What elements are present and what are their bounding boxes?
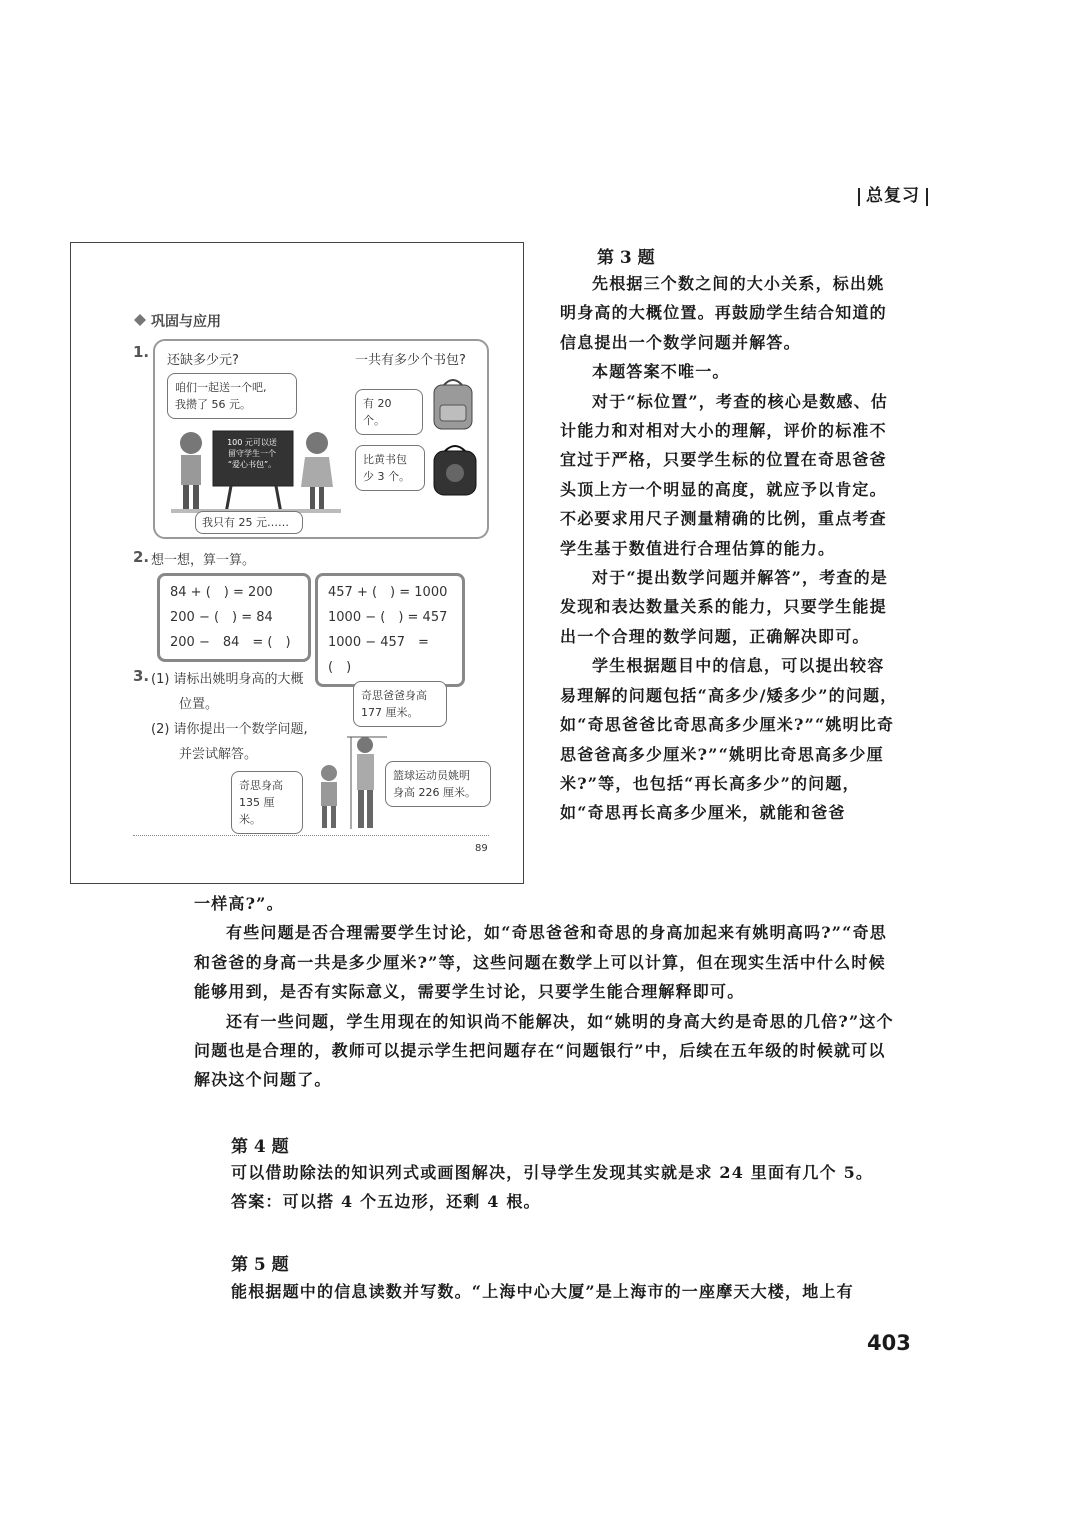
paragraph: 可以借助除法的知识列式或画图解决，引导学生发现其实就是求 24 里面有几个 5。 <box>231 1163 874 1182</box>
bubble-line: 135 厘米。 <box>239 796 275 826</box>
backpack-dark-icon <box>430 441 480 497</box>
q2-title: 想一想，算一算。 <box>151 553 256 568</box>
equation: 200 − ( ) = 84 <box>170 610 273 625</box>
paragraph: 本题答案不唯一。 <box>592 362 730 382</box>
inset-page-number: 89 <box>475 843 488 854</box>
father-and-son-illustration <box>307 731 389 833</box>
diamond-icon <box>133 313 147 327</box>
bag-bubble-less3 <box>355 445 425 491</box>
paragraph: 先根据三个数之间的大小关系，标出姚明身高的大概位置。再鼓励学生结合知道的信息提出一个数学问题并解答。 <box>560 274 887 352</box>
equation: 1000 − 457 = ( ) <box>328 635 429 675</box>
header-bar-left <box>858 188 860 206</box>
bubble-line: 篮球运动员姚明 <box>393 769 470 782</box>
speech-bubble-56 <box>167 373 297 419</box>
paragraph: 对于“提出数学问题并解答”，考查的是发现和表达数量关系的能力，只要学生能提出一个合理的数学问题，正确解决即可。 <box>560 568 889 646</box>
q1-panel <box>153 339 489 539</box>
full-width-body <box>194 889 898 1095</box>
bag-bubble-20: 有 20 个。 <box>355 389 423 435</box>
paragraph: 学生根据题目中的信息，可以提出较容易理解的问题包括“高多少/矮多少”的问题，如“奇思爸爸比奇思高多少厘米?”“姚明比奇思爸爸高多少厘米?”“姚明比奇思高多少厘米?”等，也包括“再长高多少”的问题，如“奇思再长高多少厘米，就能和爸爸 <box>560 656 898 823</box>
bubble-line: 奇思爸爸身高 <box>361 689 427 702</box>
backpack-icon <box>430 375 476 431</box>
equation: 200 − 84 = ( ) <box>170 635 291 650</box>
t5-heading: 第 5 题 <box>231 1255 289 1275</box>
section-title: 巩固与应用 <box>151 314 221 330</box>
bubble-line: 比黄书包 <box>363 453 407 466</box>
paragraph: 对于“标位置”，考查的核心是数感、估计能力和对相对大小的理解，评价的标准不宜过于严格，只要学生标的位置在奇思爸爸头顶上方一个明显的高度，就应予以肯定。不必要求用尺子测量精确的比例，重点考查学生基于数值进行合理估算的能力。 <box>560 391 889 558</box>
q3-line: 并尝试解答。 <box>179 747 258 762</box>
board-line: 留守学生一个 <box>228 449 276 458</box>
q3-line: (2) 请你提出一个数学问题, <box>151 722 308 737</box>
t4-body <box>231 1158 901 1217</box>
equation: 1000 − ( ) = 457 <box>328 610 448 625</box>
paragraph: 答案：可以搭 4 个五边形，还剩 4 根。 <box>231 1192 541 1212</box>
header-bar-right <box>926 188 928 206</box>
bubble-line: 咱们一起送一个吧, <box>175 381 267 394</box>
q1-left-title: 还缺多少元? <box>167 353 239 368</box>
q3-line: 位置。 <box>179 697 219 712</box>
header-title: 总复习 <box>866 186 920 206</box>
bubble-line: 我攒了 56 元。 <box>175 398 251 411</box>
q3-number: 3. <box>133 667 150 685</box>
t3-body <box>560 269 898 828</box>
bubble-line: 177 厘米。 <box>361 706 419 719</box>
t5-body <box>231 1277 901 1306</box>
board-text <box>215 437 289 470</box>
inset-divider <box>133 835 489 836</box>
t4-heading: 第 4 题 <box>231 1137 289 1157</box>
running-header <box>852 181 934 206</box>
q1-right-title: 一共有多少个书包? <box>355 353 466 368</box>
q3-text <box>151 667 308 767</box>
t3-heading: 第 3 题 <box>597 248 655 268</box>
q2-left-equations <box>157 573 311 662</box>
bubble-line: 奇思身高 <box>239 779 283 792</box>
paragraph: 能根据题中的信息读数并写数。“上海中心大厦”是上海市的一座摩天大楼，地上有 <box>231 1282 854 1301</box>
qisi-height-bubble <box>231 771 303 834</box>
board-line: “爱心书包”。 <box>227 460 277 469</box>
q3-line: (1) 请标出姚明身高的大概 <box>151 672 304 687</box>
speech-bubble-25: 我只有 25 元…… <box>195 511 303 534</box>
textbook-page-inset <box>70 242 524 884</box>
bubble-line: 身高 226 厘米。 <box>393 786 476 799</box>
yao-height-bubble <box>385 761 491 807</box>
equation: 84 + ( ) = 200 <box>170 585 273 600</box>
q2-number: 2. <box>133 548 150 566</box>
paragraph-continuation: 一样高?”。 <box>194 894 284 913</box>
dad-height-bubble <box>353 681 447 727</box>
bubble-line: 少 3 个。 <box>363 470 410 483</box>
equation: 457 + ( ) = 1000 <box>328 585 448 600</box>
q1-number: 1. <box>133 343 150 361</box>
paragraph: 还有一些问题，学生用现在的知识尚不能解决，如“姚明的身高大约是奇思的几倍?”这个问题也是合理的，教师可以提示学生把问题存在“问题银行”中，后续在五年级的时候就可以解决这个问题了。 <box>194 1011 894 1090</box>
board-line: 100 元可以送 <box>227 438 277 447</box>
paragraph: 有些问题是否合理需要学生讨论，如“奇思爸爸和奇思的身高加起来有姚明高吗?”“奇思和爸爸的身高一共是多少厘米?”等，这些问题在数学上可以计算，但在现实生活中什么时候能够用到，是否有实际意义，需要学生讨论，只要学生能合理解释即可。 <box>194 923 887 1002</box>
page-number: 403 <box>867 1331 911 1355</box>
q2-right-equations <box>315 573 465 687</box>
